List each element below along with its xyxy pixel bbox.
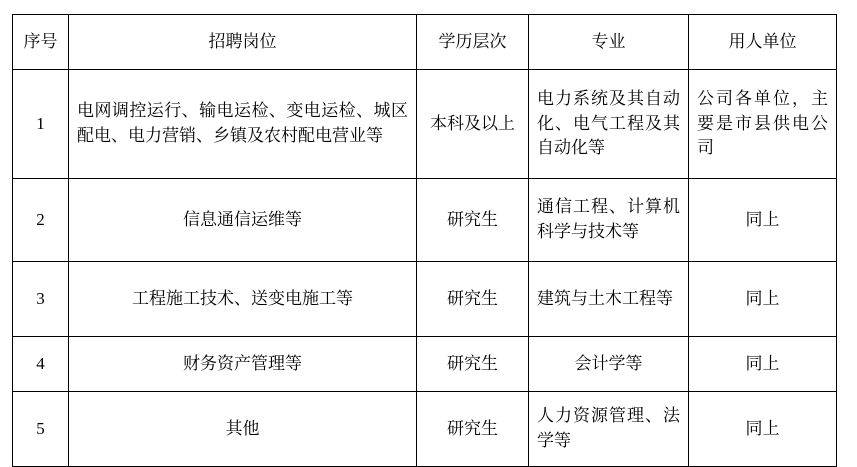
cell-education: 本科及以上	[417, 70, 529, 179]
cell-unit: 公司各单位，主要是市县供电公司	[689, 70, 837, 179]
cell-unit: 同上	[689, 337, 837, 392]
column-header-no: 序号	[13, 15, 69, 70]
column-header-education: 学历层次	[417, 15, 529, 70]
table-row	[13, 262, 837, 337]
recruitment-table	[12, 14, 837, 467]
cell-major: 会计学等	[529, 337, 689, 392]
cell-major: 通信工程、计算机科学与技术等	[529, 179, 689, 262]
cell-unit: 同上	[689, 179, 837, 262]
cell-no: 5	[13, 392, 69, 467]
cell-education: 研究生	[417, 392, 529, 467]
table-row	[13, 337, 837, 392]
table-row	[13, 392, 837, 467]
cell-no: 4	[13, 337, 69, 392]
cell-unit: 同上	[689, 262, 837, 337]
cell-post: 工程施工技术、送变电施工等	[69, 262, 417, 337]
table-header-row	[13, 15, 837, 70]
cell-post: 信息通信运维等	[69, 179, 417, 262]
cell-education: 研究生	[417, 179, 529, 262]
column-header-post: 招聘岗位	[69, 15, 417, 70]
cell-education: 研究生	[417, 262, 529, 337]
table-header	[13, 15, 837, 70]
cell-no: 1	[13, 70, 69, 179]
cell-major: 人力资源管理、法学等	[529, 392, 689, 467]
cell-major: 建筑与土木工程等	[529, 262, 689, 337]
column-header-unit: 用人单位	[689, 15, 837, 70]
cell-education: 研究生	[417, 337, 529, 392]
cell-unit: 同上	[689, 392, 837, 467]
cell-post: 财务资产管理等	[69, 337, 417, 392]
cell-post: 电网调控运行、输电运检、变电运检、城区配电、电力营销、乡镇及农村配电营业等	[69, 70, 417, 179]
column-header-major: 专业	[529, 15, 689, 70]
cell-no: 3	[13, 262, 69, 337]
cell-post: 其他	[69, 392, 417, 467]
cell-major: 电力系统及其自动化、电气工程及其自动化等	[529, 70, 689, 179]
table-row	[13, 179, 837, 262]
cell-no: 2	[13, 179, 69, 262]
table-body	[13, 70, 837, 467]
table-row	[13, 70, 837, 179]
